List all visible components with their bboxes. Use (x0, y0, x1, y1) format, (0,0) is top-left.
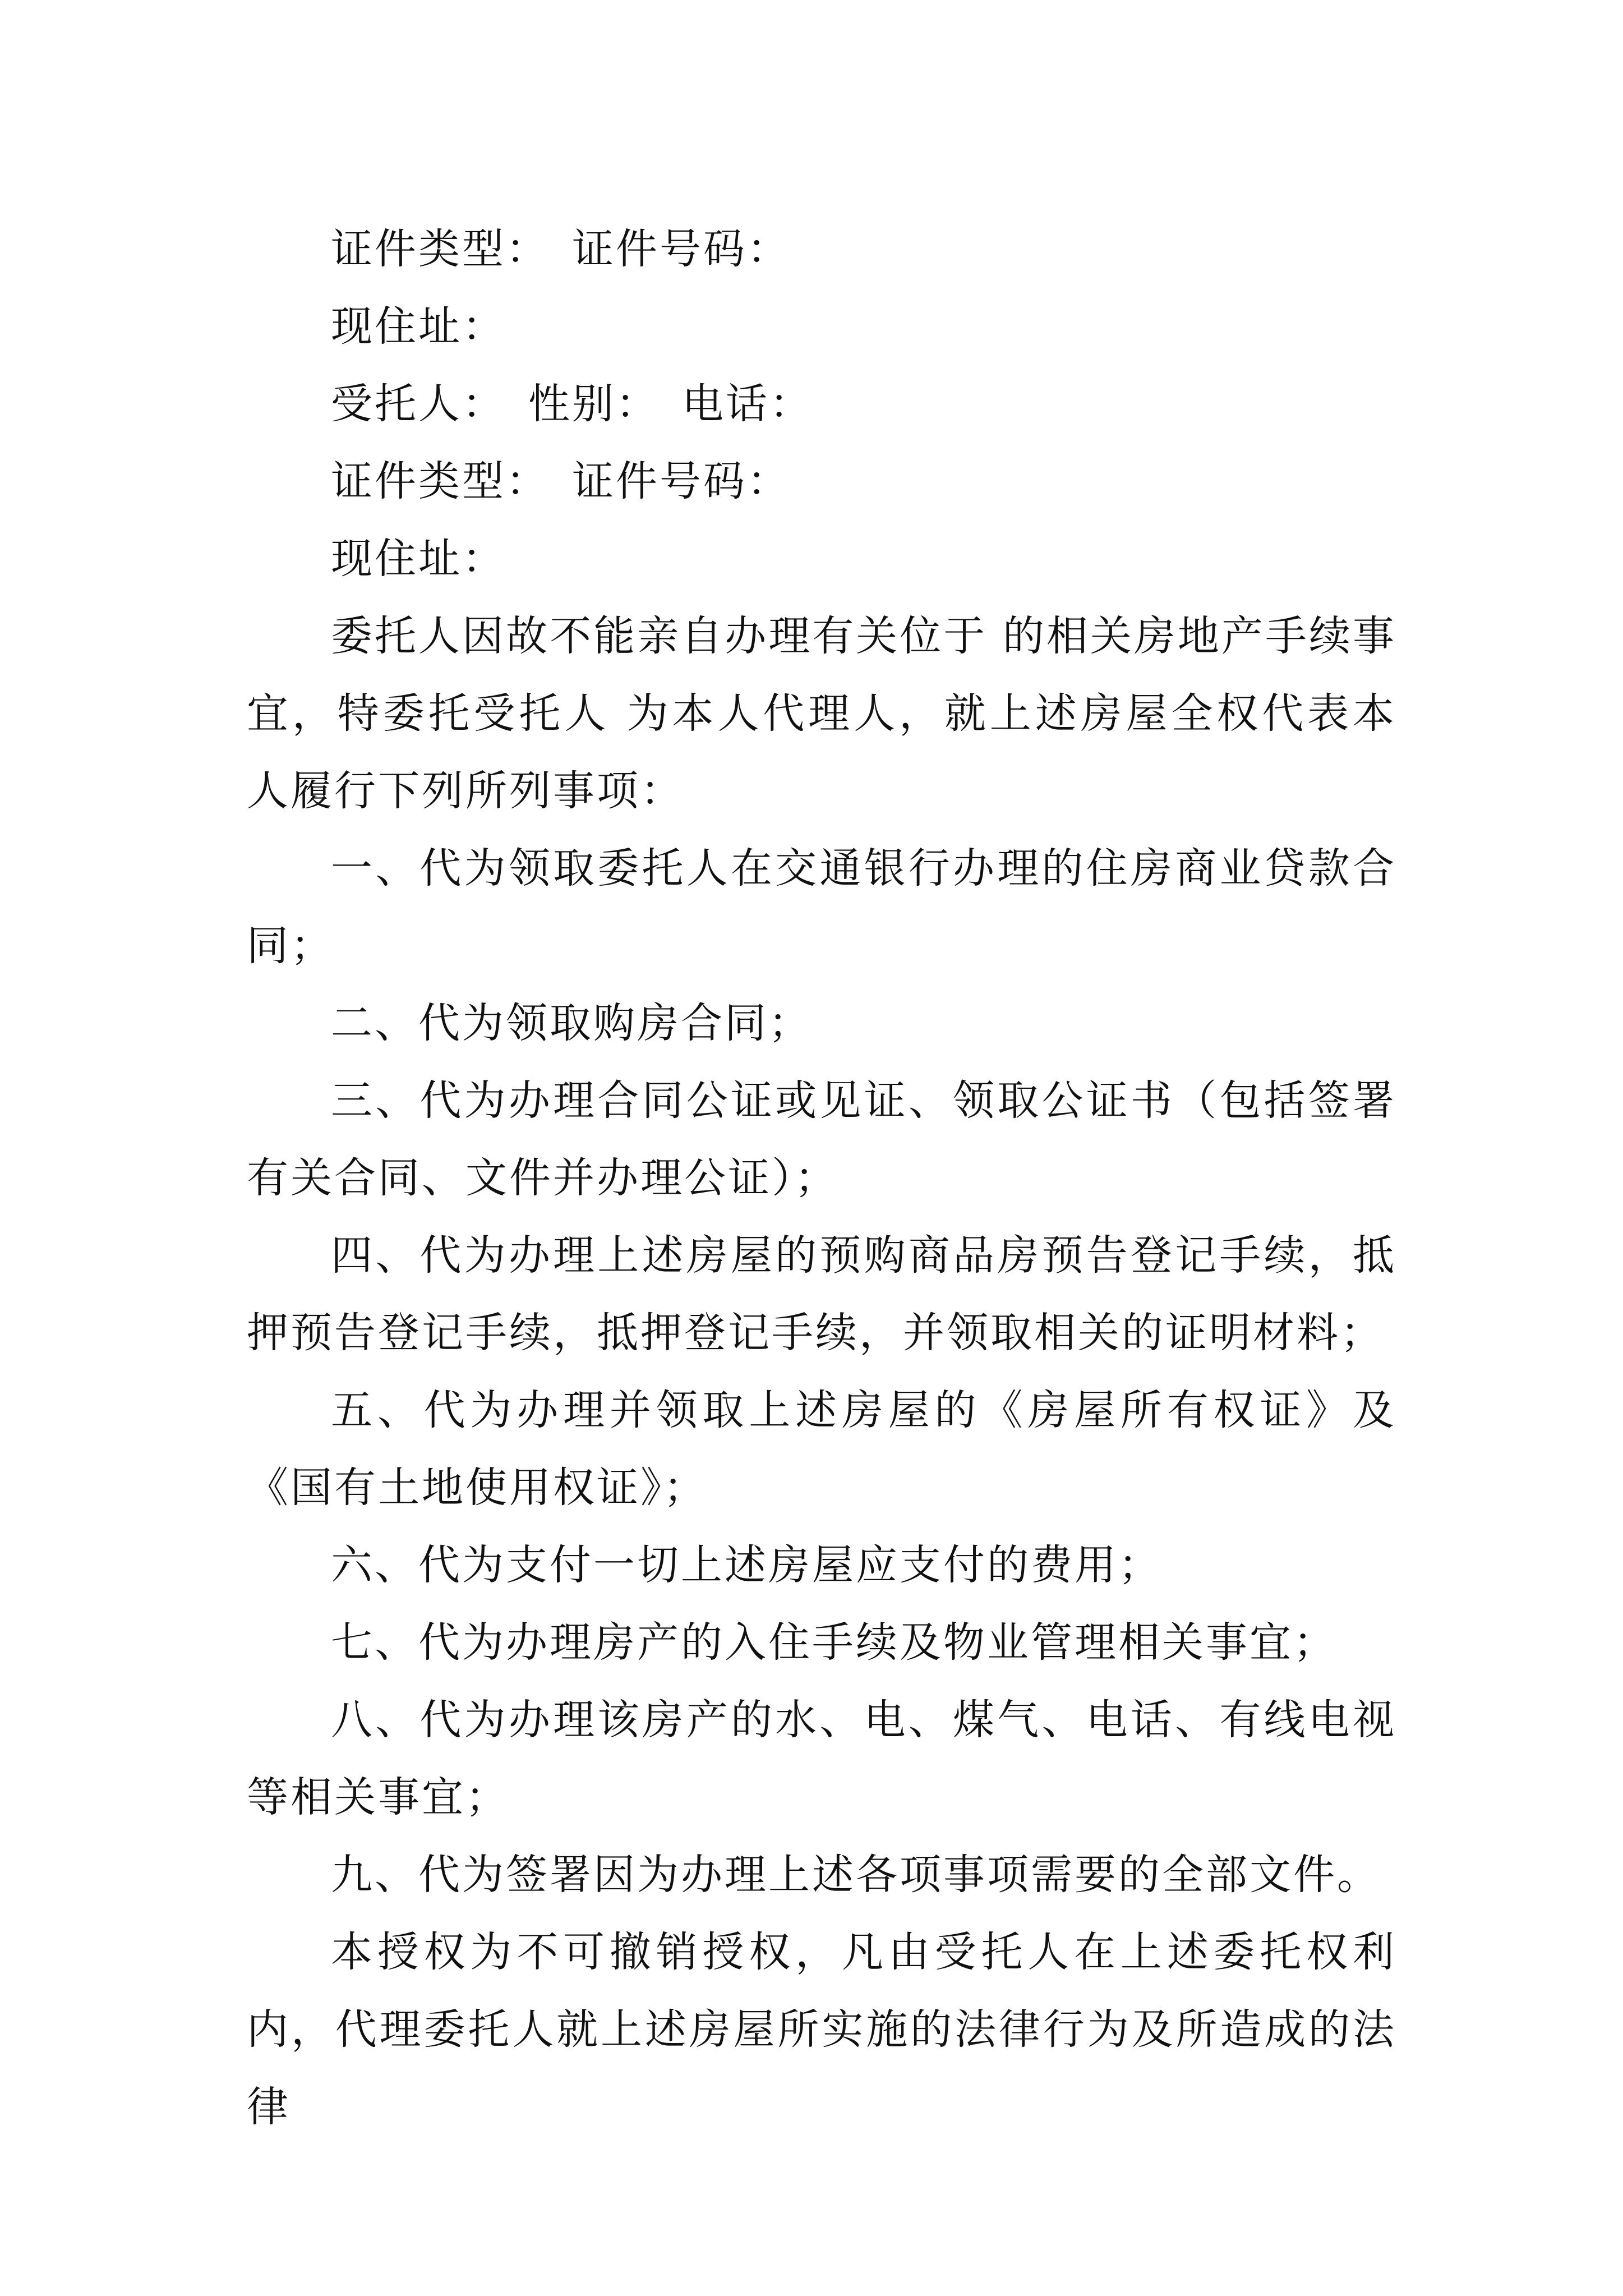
item-1: 一、代为领取委托人在交通银行办理的住房商业贷款合同； (247, 844, 1396, 970)
agent-address-line (247, 520, 1396, 597)
principal-address-label: 现住址： (331, 302, 506, 351)
item-3: 三、代为办理合同公证或见证、领取公证书（包括签署有关合同、文件并办理公证）； (247, 1076, 1396, 1202)
agent-address-label: 现住址： (331, 535, 506, 583)
item-6: 六、代为支付一切上述房屋应支付的费用； (331, 1541, 1162, 1589)
agent-id-type-label: 证件类型： (331, 457, 550, 505)
agent-gender-label: 性别： (528, 380, 660, 428)
item-9: 九、代为签署因为办理上述各项事项需要的全部文件。 (331, 1851, 1381, 1899)
agent-line (247, 365, 1396, 443)
agent-id-number-label: 证件号码： (572, 457, 791, 505)
item-2: 二、代为领取购房合同； (331, 999, 812, 1047)
principal-id-number-label: 证件号码： (572, 225, 791, 273)
item-8: 八、代为办理该房产的水、电、煤气、电话、有线电视等相关事宜； (247, 1696, 1396, 1821)
agent-label: 受托人： (331, 380, 506, 428)
item-5: 五、代为办理并领取上述房屋的《房屋所有权证》及《国有土地使用权证》； (247, 1386, 1396, 1512)
principal-id-type-label: 证件类型： (331, 225, 550, 273)
principal-id-line (247, 210, 1396, 288)
agent-phone-label: 电话： (682, 380, 813, 428)
intro-paragraph: 委托人因故不能亲自办理有关位于 的相关房地产手续事宜，特委托受托人 为本人代理人，就上述房屋全权代表本人履行下列所列事项： (247, 612, 1396, 815)
agent-id-line (247, 443, 1396, 520)
document-body (247, 210, 1396, 2146)
closing-paragraph: 本授权为不可撤销授权，凡由受托人在上述委托权利内，代理委托人就上述房屋所实施的法律行为及所造成的法律 (247, 1928, 1396, 2131)
item-4: 四、代为办理上述房屋的预购商品房预告登记手续，抵押预告登记手续，抵押登记手续，并领取相关的证明材料； (247, 1231, 1396, 1357)
principal-address-line (247, 288, 1396, 365)
item-7: 七、代为办理房产的入住手续及物业管理相关事宜； (331, 1618, 1337, 1667)
